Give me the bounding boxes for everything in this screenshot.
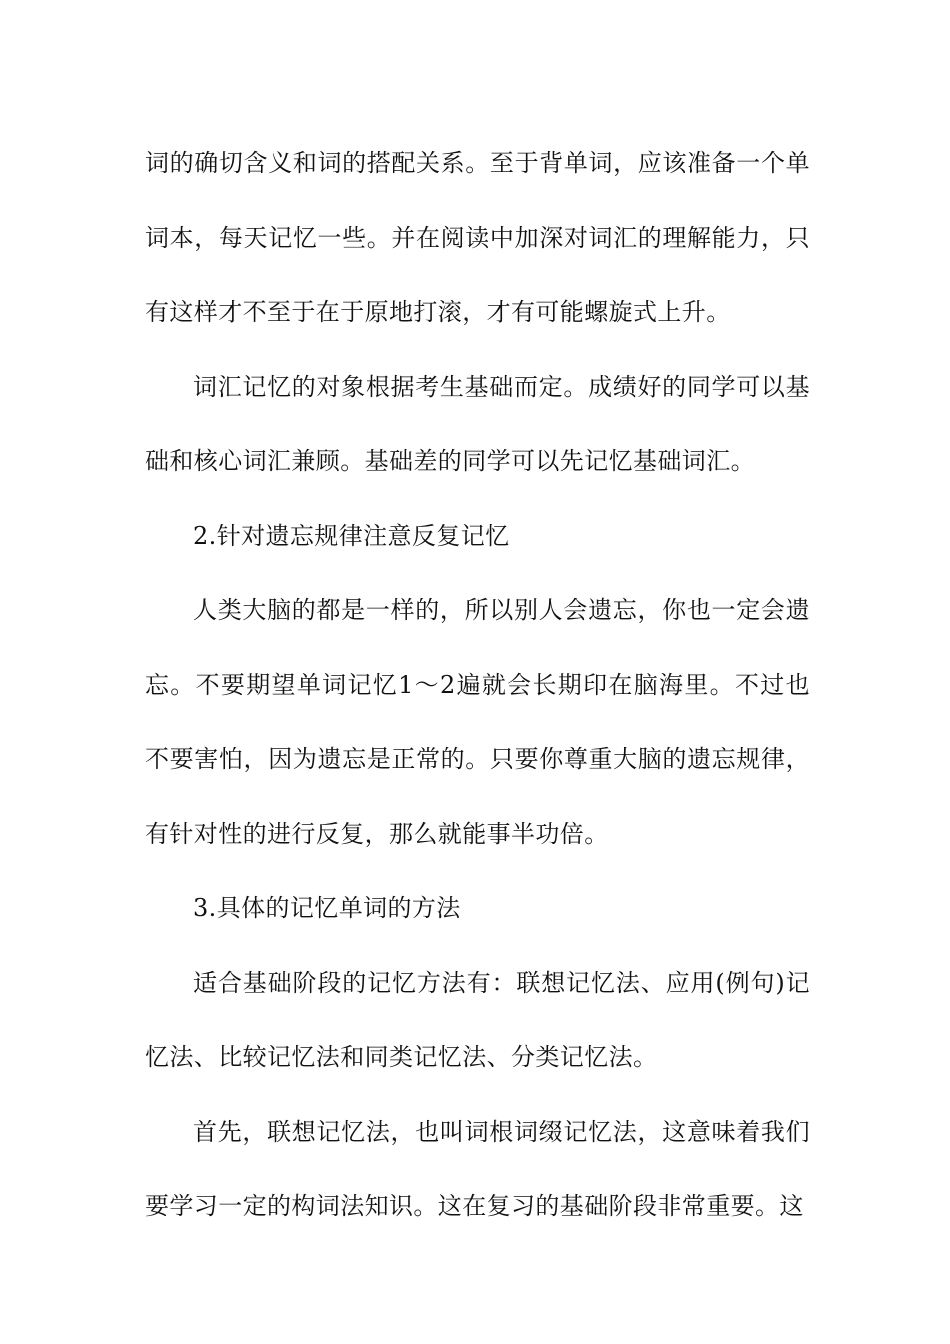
document-body [145, 126, 810, 1244]
section-heading-2: 2.针对遗忘规律注意反复记忆 [193, 521, 510, 550]
paragraph-5: 首先，联想记忆法，也叫词根词缀记忆法，这意味着我们要学习一定的构词法知识。这在复习的基础阶段非常重要。这 [145, 1117, 810, 1220]
paragraph-1: 词的确切含义和词的搭配关系。至于背单词，应该准备一个单词本，每天记忆一些。并在阅读中加深对词汇的理解能力，只有这样才不至于在于原地打滚，才有可能螺旋式上升。 [145, 149, 810, 326]
paragraph-4: 适合基础阶段的记忆方法有：联想记忆法、应用(例句)记忆法、比较记忆法和同类记忆法、分类记忆法。 [145, 968, 810, 1071]
paragraph-2: 词汇记忆的对象根据考生基础而定。成绩好的同学可以基础和核心词汇兼顾。基础差的同学可以先记忆基础词汇。 [145, 372, 810, 475]
paragraph-3: 人类大脑的都是一样的，所以别人会遗忘，你也一定会遗忘。不要期望单词记忆1～2遍就会长期印在脑海里。不过也不要害怕，因为遗忘是正常的。只要你尊重大脑的遗忘规律，有针对性的进行反复，那么就能事半功倍。 [145, 596, 810, 848]
section-heading-3: 3.具体的记忆单词的方法 [193, 894, 461, 922]
